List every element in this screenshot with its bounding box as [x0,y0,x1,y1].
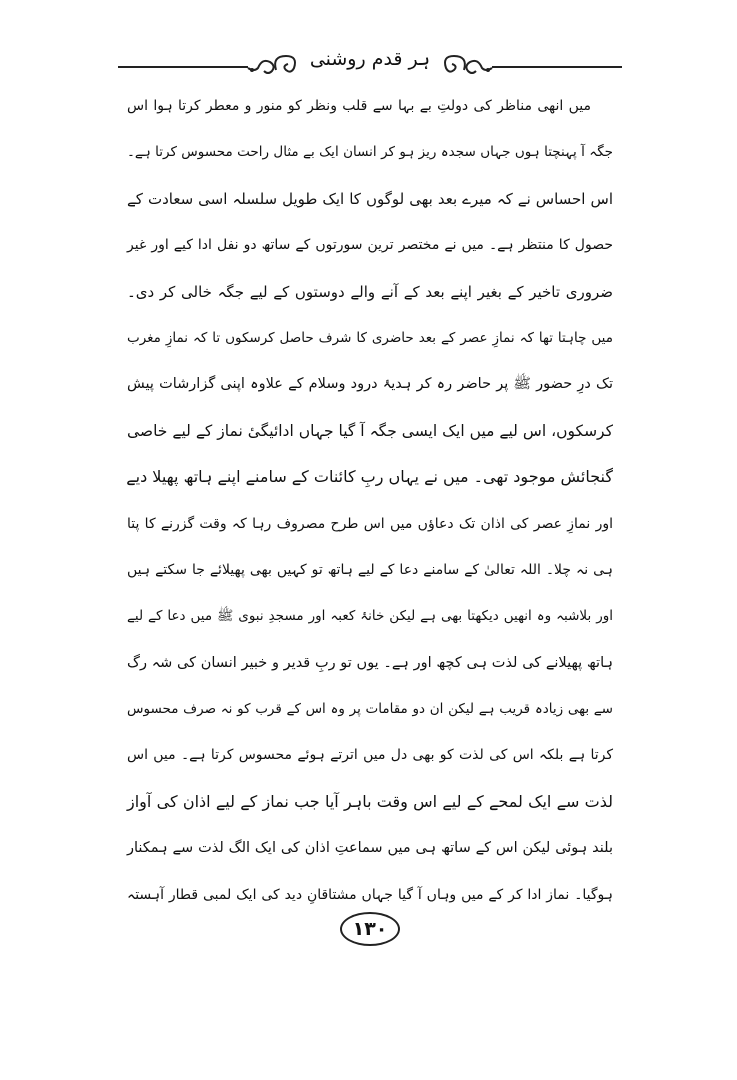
text-line: بلند ہوئی لیکن اس کے ساتھ ہی میں سماعتِ اذان کی ایک الگ لذت سے ہمکنار [127,840,613,857]
text-line: ضروری تاخیر کے بغیر اپنے بعد کے آنے والے دوستوں کے لیے جگہ خالی کر دی۔ [127,282,613,301]
text-line: کرسکوں، اس لیے میں ایک ایسی جگہ آ گیا جہاں ادائیگیٔ نماز کے لیے خاصی [127,421,613,440]
header-rule-right [492,66,622,68]
text-line: اور نمازِ عصر کی اذان تک دعاؤں میں اس طرح مصروف رہا کہ وقت گزرنے کا پتا [127,515,613,532]
text-line: ہاتھ پھیلانے کی لذت ہی کچھ اور ہے۔ یوں تو ربِ قدیر و خبیر انسان کی شہ رگ [127,654,613,671]
page-number: ۱۳۰ [340,912,400,946]
text-line: کرتا ہے بلکہ اس کی لذت کو بھی دل میں اترتے ہوئے محسوس کرتا ہے۔ میں اس [127,747,613,764]
text-line: اور بلاشبہ وہ انھیں دیکھتا بھی ہے لیکن خانۂ کعبہ اور مسجدِ نبوی ﷺ میں دعا کے لیے [127,608,613,625]
text-line: ہی نہ چلا۔ اللہ تعالیٰ کے سامنے دعا کے لیے ہاتھ تو کہیں بھی پھیلائے جا سکتے ہیں [127,561,613,578]
text-line: تک درِ حضور ﷺ پر حاضر رہ کر ہدیۂ درود وسلام کے علاوہ اپنی گزارشات پیش [127,376,613,393]
text-line: گنجائش موجود تھی۔ میں نے یہاں ربِ کائنات کے سامنے اپنے ہاتھ پھیلا دیے [126,467,613,487]
book-title: ہر قدم روشنی [309,48,431,70]
ornament-right-icon [434,48,494,78]
ornament-left-icon [246,48,306,78]
running-header [118,40,622,84]
text-line: سے بھی زیادہ قریب ہے لیکن ان دو مقامات پر وہ اس کے قرب کو نہ صرف محسوس [127,701,613,718]
header-rule-left [118,66,248,68]
text-line: اس احساس نے کہ میرے بعد بھی لوگوں کا ایک طویل سلسلہ اسی سعادت کے [127,189,613,208]
text-line: حصول کا منتظر ہے۔ میں نے مختصر ترین سورتوں کے ساتھ دو نفل ادا کیے اور غیر [127,237,613,254]
text-line: ہوگیا۔ نماز ادا کر کے میں وہاں آ گیا جہاں مشتاقانِ دید کی ایک لمبی قطار آہستہ [127,886,613,903]
text-line: میں انھی مناظر کی دولتِ بے بہا سے قلب ونظر کو منور و معطر کرتا ہوا اس [127,98,591,114]
text-line: میں چاہتا تھا کہ نمازِ عصر کے بعد حاضری کا شرف حاصل کرسکوں تا کہ نمازِ مغرب [127,329,613,346]
page-body-text [127,86,613,921]
text-line: جگہ آ پہنچتا ہوں جہاں سجدہ ریز ہو کر انسان ایک بے مثال راحت محسوس کرتا ہے۔ [127,144,613,161]
text-line: لذت سے ایک لمحے کے لیے اس وقت باہر آیا جب نماز کے لیے اذان کی آواز [127,791,613,811]
